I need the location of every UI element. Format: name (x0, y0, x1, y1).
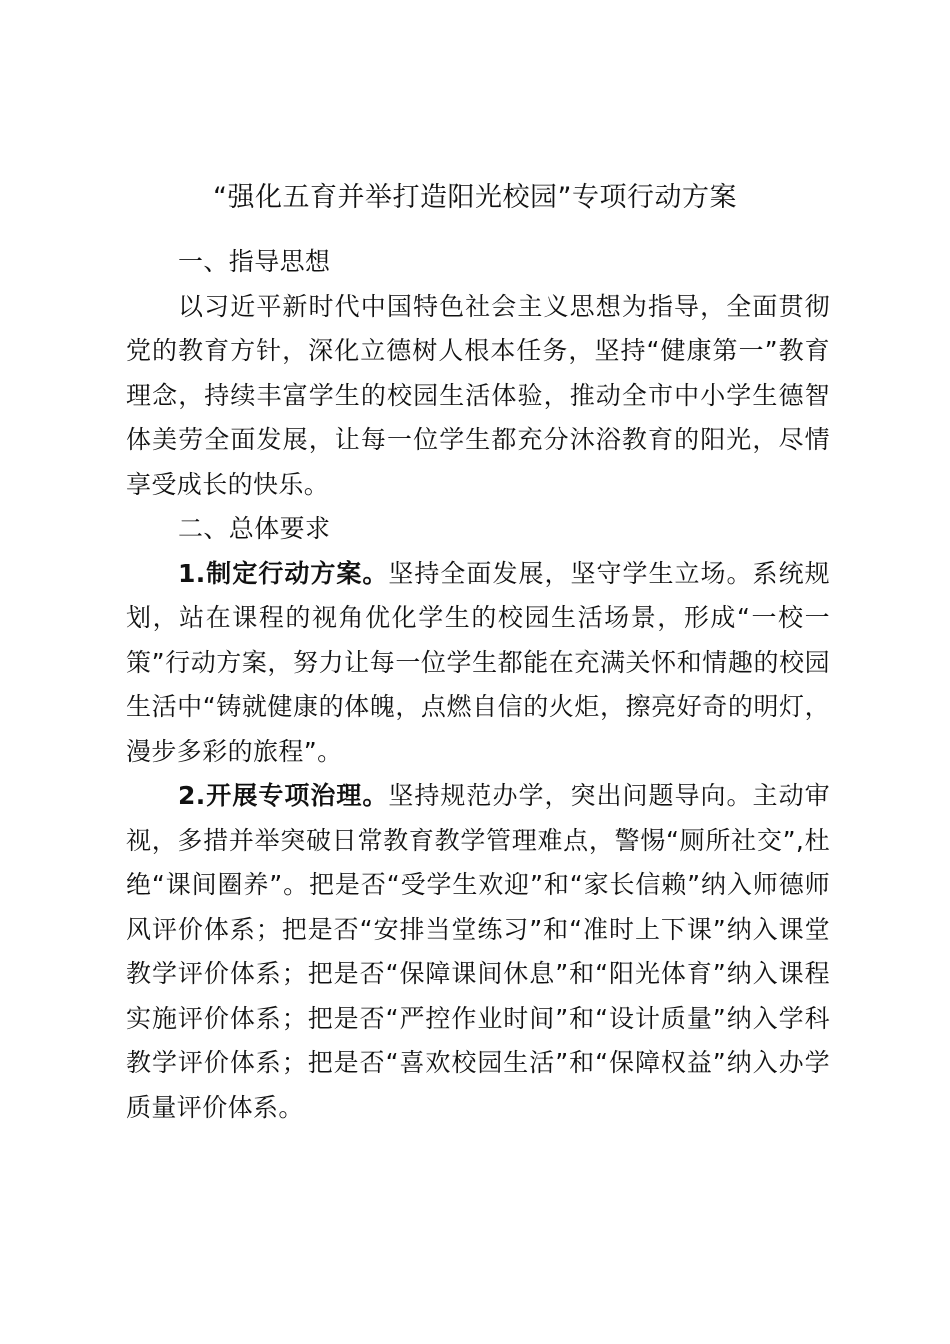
requirement-item-2-text: 坚持规范办学，突出问题导向。主动审视，多措并举突破日常教育教学管理难点，警惕“厕所社交”,杜绝“课间圈养”。把是否“受学生欢迎”和“家长信赖”纳入师德师风评价体系；把是否“安排当堂练习”和“准时上下课”纳入课堂教学评价体系；把是否“保障课间休息”和“阳光体育”纳入课程实施评价体系；把是否“严控作业时间”和“设计质量”纳入学科教学评价体系；把是否“喜欢校园生活”和“保障权益”纳入办学质量评价体系。 (126, 781, 830, 1122)
section-heading-general-requirements: 二、总体要求 (178, 514, 331, 543)
requirement-item-1 (126, 552, 830, 775)
requirement-item-1-lead: 1.制定行动方案。 (178, 558, 389, 588)
document-body (126, 240, 830, 1130)
requirement-item-2-lead: 2.开展专项治理。 (178, 781, 389, 810)
document-title: “强化五育并举打造阳光校园”专项行动方案 (213, 182, 737, 213)
section-heading-guiding-ideology: 一、指导思想 (178, 247, 331, 276)
section-paragraph-guiding-ideology: 以习近平新时代中国特色社会主义思想为指导，全面贯彻党的教育方针，深化立德树人根本任务，坚持“健康第一”教育理念，持续丰富学生的校园生活体验，推动全市中小学生德智体美劳全面发展，让每一位学生都充分沐浴教育的阳光，尽情享受成长的快乐。 (126, 291, 830, 499)
requirement-item-1-text: 坚持全面发展，坚守学生立场。系统规划，站在课程的视角优化学生的校园生活场景，形成“一校一策”行动方案，努力让每一位学生都能在充满关怀和情趣的校园生活中“铸就健康的体魄，点燃自信的火炬，擦亮好奇的明灯，漫步多彩的旅程”。 (126, 558, 830, 766)
requirement-item-2 (126, 774, 830, 1130)
